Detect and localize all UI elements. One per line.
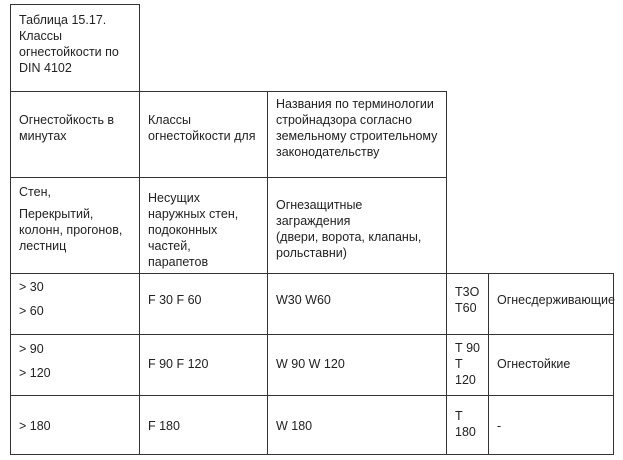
table-row-2-t-class: Т 90 Т 120 <box>455 341 481 387</box>
title-line: Классы <box>19 29 63 43</box>
table-row-1-f-class: F 30 F 60 <box>148 293 202 307</box>
table-row-3-w-class: W 180 <box>276 419 313 433</box>
subheader-walls: Несущих наружных стен, подоконных частей, парапетов <box>148 191 239 269</box>
subheader-elements: Стен, Перекрытий, колонн, прогонов, лестниц <box>19 185 123 253</box>
table-title <box>13 8 138 80</box>
table-row-1-w-class: W30 W60 <box>276 293 331 307</box>
title-line: Таблица 15.17. <box>19 13 107 27</box>
subheader-barriers: Огнезащитные заграждения (двери, ворота, клапаны, рольставни) <box>276 198 422 260</box>
table-row-3-t-class: Т 180 <box>455 409 476 439</box>
table-row-3-name: - <box>497 419 502 433</box>
table-row-2-w-class: W 90 W 120 <box>276 357 345 371</box>
table-row-3-minutes: > 180 <box>19 419 51 433</box>
table-row-2-f-class: F 90 F 120 <box>148 357 209 371</box>
table-row-1-name: Огнесдерживающие <box>497 293 615 307</box>
header-terminology: Названия по терминологии стройнадзора согласно земельному строительному законодательству <box>276 97 438 159</box>
header-minutes: Огнестойкость в минутах <box>19 113 115 143</box>
header-classes: Классы огнестойкости для <box>148 113 256 143</box>
table-row-2-name: Огнестойкие <box>497 357 571 371</box>
table-row-1-minutes: > 30 > 60 <box>19 280 44 318</box>
table-row-2-minutes: > 90 > 120 <box>19 342 51 380</box>
title-line: DIN 4102 <box>19 61 72 75</box>
table-row-1-t-class: Т3О Т60 <box>455 285 480 315</box>
table-row-3-f-class: F 180 <box>148 419 180 433</box>
title-line: огнестойкости по <box>19 45 119 59</box>
